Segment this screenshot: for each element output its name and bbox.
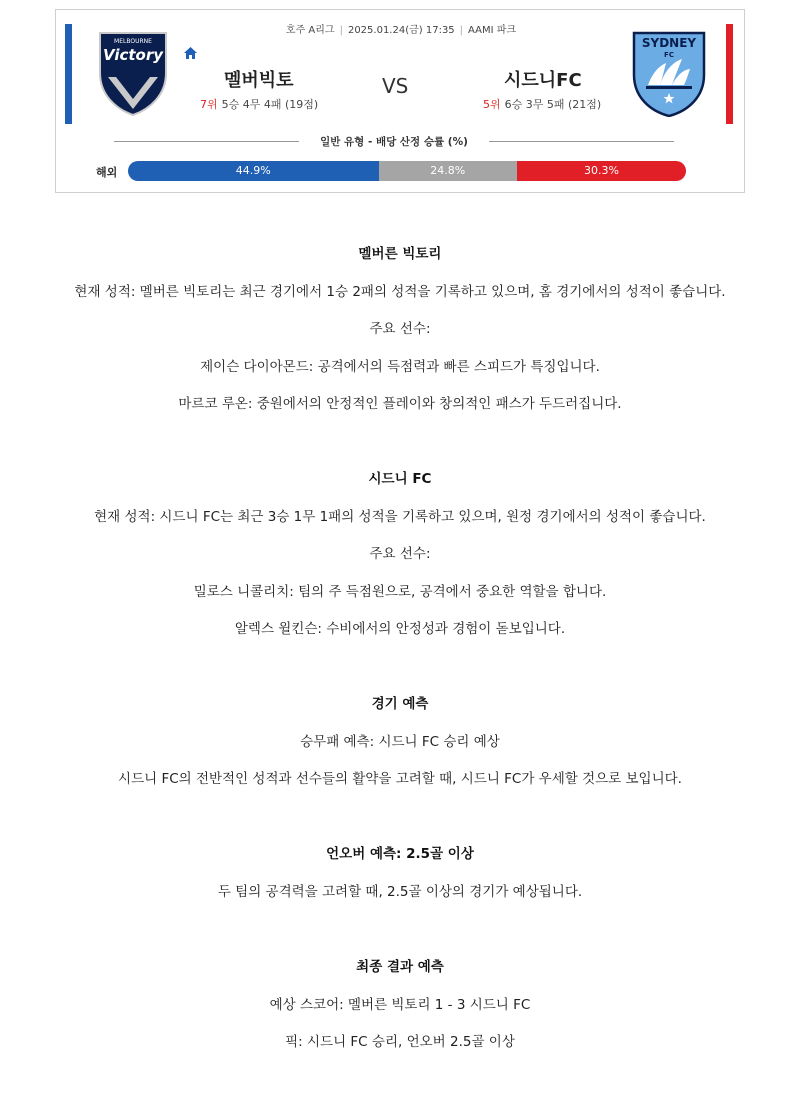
section-line: 제이슨 다이아몬드: 공격에서의 득점력과 빠른 스피드가 특징입니다. [200,358,600,375]
section-home-team [0,245,800,413]
home-team-record [200,96,318,112]
section-title: 멜버른 빅토리 [358,246,442,262]
match-card [55,9,745,193]
section-line: 현재 성적: 시드니 FC는 최근 3승 1무 1패의 성적을 기록하고 있으며, 원정 경기에서의 성적이 좋습니다. [94,508,706,525]
odds-draw-segment: 24.8% [379,161,517,181]
away-team-stats: 6승 3무 5패 (21점) [504,98,602,111]
section-line: 밀로스 니콜리치: 팀의 주 득점원으로, 공격에서 중요한 역할을 합니다. [193,583,607,600]
home-color-stripe [65,24,72,124]
svg-text:SYDNEY: SYDNEY [641,36,697,50]
svg-text:Victory: Victory [102,46,164,64]
away-color-stripe [726,24,733,124]
home-team-name: 멜버빅토 [224,70,294,91]
section-final-prediction [0,958,800,1051]
league-name: 호주 A리그 [285,25,335,36]
section-title: 시드니 FC [368,471,432,487]
section-title: 언오버 예측: 2.5골 이상 [326,846,474,862]
home-icon [183,46,198,60]
match-venue: AAMI 파크 [468,25,517,36]
home-team-stats: 5승 4무 4패 (19점) [221,98,319,111]
match-datetime: 2025.01.24(금) 17:35 [347,25,455,36]
section-line: 두 팀의 공격력을 고려할 때, 2.5골 이상의 경기가 예상됩니다. [217,883,583,900]
section-line: 주요 선수: [369,546,431,562]
section-match-prediction [0,695,800,788]
svg-text:MELBOURNE: MELBOURNE [114,38,152,45]
odds-bar [128,161,686,181]
match-meta: 호주 A리그 | 2025.01.24(금) 17:35 | AAMI 파크 [285,25,517,36]
odds-title: 일반 유형 - 배당 산정 승률 (%) [320,136,468,148]
section-title: 경기 예측 [371,696,429,712]
section-line: 알렉스 윌킨슨: 수비에서의 안정성과 경험이 돋보입니다. [234,621,566,637]
section-title: 최종 결과 예측 [356,959,444,975]
sydney-fc-logo [630,29,708,117]
away-team-record [483,96,601,112]
odds-divider-right [489,141,674,142]
section-line: 현재 성적: 멜버른 빅토리는 최근 경기에서 1승 2패의 성적을 기록하고 있으며, 홈 경기에서의 성적이 좋습니다. [74,283,726,300]
home-team-rank: 7위 [200,98,218,111]
odds-home-segment: 44.9% [128,161,379,181]
melbourne-victory-logo [94,29,172,117]
odds-away-segment: 30.3% [517,161,686,181]
away-team-name: 시드니FC [504,70,582,91]
svg-text:FC: FC [664,51,674,59]
section-line: 마르코 루온: 중원에서의 안정적인 플레이와 창의적인 패스가 두드러집니다. [178,396,622,412]
away-team-rank: 5위 [483,98,501,111]
section-line: 시드니 FC의 전반적인 성적과 선수들의 활약을 고려할 때, 시드니 FC가 우세할 것으로 보입니다. [118,771,682,787]
odds-header [114,134,674,150]
section-away-team [0,470,800,638]
odds-source-label: 해외 [96,166,118,179]
section-line: 예상 스코어: 멜버른 빅토리 1 - 3 시드니 FC [269,996,531,1013]
section-line: 픽: 시드니 FC 승리, 언오버 2.5골 이상 [285,1034,515,1050]
vs-label: VS [382,74,409,98]
section-over-under [0,845,800,901]
section-line: 주요 선수: [369,321,431,337]
section-line: 승무패 예측: 시드니 FC 승리 예상 [300,733,500,750]
